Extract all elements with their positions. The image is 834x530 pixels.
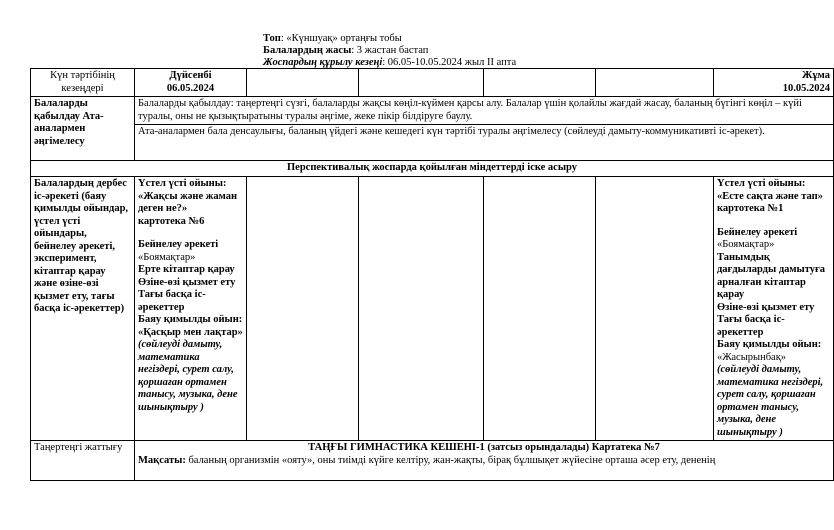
friday-day: Жұма	[802, 70, 830, 81]
schedule-header: Күн тәртібінің кезеңдері	[50, 70, 115, 94]
mon-slow-label: Баяу қимылды ойын: «Қасқыр мен лақтар»	[138, 314, 243, 338]
reception-label-cell	[31, 97, 135, 161]
parents-text-cell	[135, 125, 834, 161]
mon-board-card: картотека №6	[138, 215, 205, 227]
mon-art-label: Бейнелеу әрекеті	[138, 239, 219, 250]
weekly-plan-table	[30, 68, 834, 481]
mon-note: (сөйлеуді дамыту, математика негіздері, сурет салу, қоршаған ортамен танысу, музыка, дене шынықтыру )	[138, 339, 238, 413]
gym-goal-text: баланың организмін «ояту», оны тиімді күйге келтіру, жан-жақты, бірақ бұлшықет жүйесіне орташа әсер ету, дененің	[185, 454, 716, 466]
fri-board-title: «Есте сақта және тап»	[717, 190, 823, 202]
monday-activity-cell	[135, 177, 247, 441]
activity-row	[31, 177, 834, 441]
days-header-row	[31, 69, 834, 97]
mon-art-value: «Боямақтар»	[138, 251, 196, 263]
fri-slow-label: Баяу қимылды ойын:	[717, 339, 822, 350]
tuesday-activity-cell	[247, 177, 359, 441]
group-label: Топ	[263, 33, 281, 44]
wednesday-activity-cell	[359, 177, 484, 441]
perspective-cell	[31, 161, 834, 177]
extra-activity-cell	[596, 177, 714, 441]
thursday-header-cell	[484, 69, 596, 97]
gym-row	[31, 441, 834, 481]
fri-art-label: Бейнелеу әрекеті	[717, 226, 798, 238]
mon-board-title: «Жақсы және жаман деген не?»	[138, 190, 238, 214]
mon-book-label: Ерте кітаптар қарау	[138, 264, 235, 275]
age-line	[263, 45, 428, 56]
period-value: : 06.05-10.05.2024 жыл ІІ апта	[382, 57, 517, 68]
gym-goal	[138, 455, 830, 468]
extra-header-cell	[596, 69, 714, 97]
tuesday-header-cell	[247, 69, 359, 97]
monday-day: Дүйсенбі	[169, 70, 212, 81]
fri-note: (сөйлеуді дамыту, математика негіздері, сурет салу, қоршаған ортамен танысу, музыка, дене шынықтыру )	[717, 364, 824, 438]
fri-art-value: «Боямақтар»	[717, 239, 775, 250]
activity-label: Балалардың дербес іс-әрекеті (баяу қимылды ойындар, үстел үсті ойындары, бейнелеу әрекеті, эксперимент, кітаптар қарау және өзіне-өзі қызмет ету, тағы басқа іс-әрекеттер)	[34, 178, 129, 314]
gym-content-cell	[135, 441, 834, 481]
fri-self-label: Өзіне-өзі қызмет ету Тағы басқа іс-әрекеттер	[717, 301, 815, 338]
friday-activity-cell	[714, 177, 834, 441]
age-value: : 3 жастан бастап	[351, 45, 429, 56]
thursday-activity-cell	[484, 177, 596, 441]
fri-book-label: Танымдық дағдыларды дамытуға арналған кітаптар қарау	[717, 251, 826, 300]
reception-label: Балаларды қабылдау Ата-аналармен әңгімелесу	[34, 98, 104, 147]
reception-text-cell	[135, 97, 834, 125]
reception-text: Балаларды қабылдау: таңертеңгі сүзгі, балаларды жақсы көңіл-күймен қарсы алу. Балалар үшін қолайлы жағдай жасау, баланың бүгінгі көңіл – күйі туралы, оны не қызықтыратыны туралы әңгіме, жеке пікір білдіруге баулу.	[138, 98, 802, 122]
schedule-header-cell	[31, 69, 135, 97]
period-label: Жоспардың құрылу кезеңі	[263, 57, 383, 68]
fri-board-card: картотека №1	[717, 203, 784, 214]
friday-header-cell	[714, 69, 834, 97]
monday-date: 06.05.2024	[166, 82, 215, 94]
perspective-row	[31, 161, 834, 177]
parents-text: Ата-аналармен бала денсаулығы, баланың үйдегі және кешедегі күн тәртібі туралы әңгімелесу (сөйлеуді дамыту-коммуникативті іс-әрекет).	[138, 126, 765, 137]
group-line	[263, 33, 402, 44]
monday-header-cell	[135, 69, 247, 97]
mon-self-label: Өзіне-өзі қызмет ету Тағы басқа іс-әрекеттер	[138, 276, 236, 313]
gym-goal-label: Мақсаты:	[138, 454, 186, 466]
gym-title: ТАҢҒЫ ГИМНАСТИКА КЕШЕНІ-1 (затсыз орындалады) Картатека №7	[308, 442, 660, 453]
parents-row	[31, 125, 834, 161]
gym-label: Таңертеңгі жаттығу	[34, 442, 123, 453]
fri-slow-value: «Жасырынбақ»	[717, 351, 787, 363]
period-line	[263, 57, 516, 68]
activity-label-cell	[31, 177, 135, 441]
wednesday-header-cell	[359, 69, 484, 97]
perspective-title: Перспективалық жоспарда қойылған міндеттерді іске асыру	[287, 162, 577, 173]
group-value: : «Күншуақ» ортаңғы тобы	[280, 33, 402, 44]
age-label: Балалардың жасы	[263, 45, 352, 56]
friday-date: 10.05.2024	[782, 82, 830, 94]
fri-board-label: Үстел үсті ойыны:	[717, 178, 806, 189]
reception-row	[31, 97, 834, 125]
mon-board-label: Үстел үсті ойыны:	[138, 178, 227, 189]
gym-label-cell	[31, 441, 135, 481]
